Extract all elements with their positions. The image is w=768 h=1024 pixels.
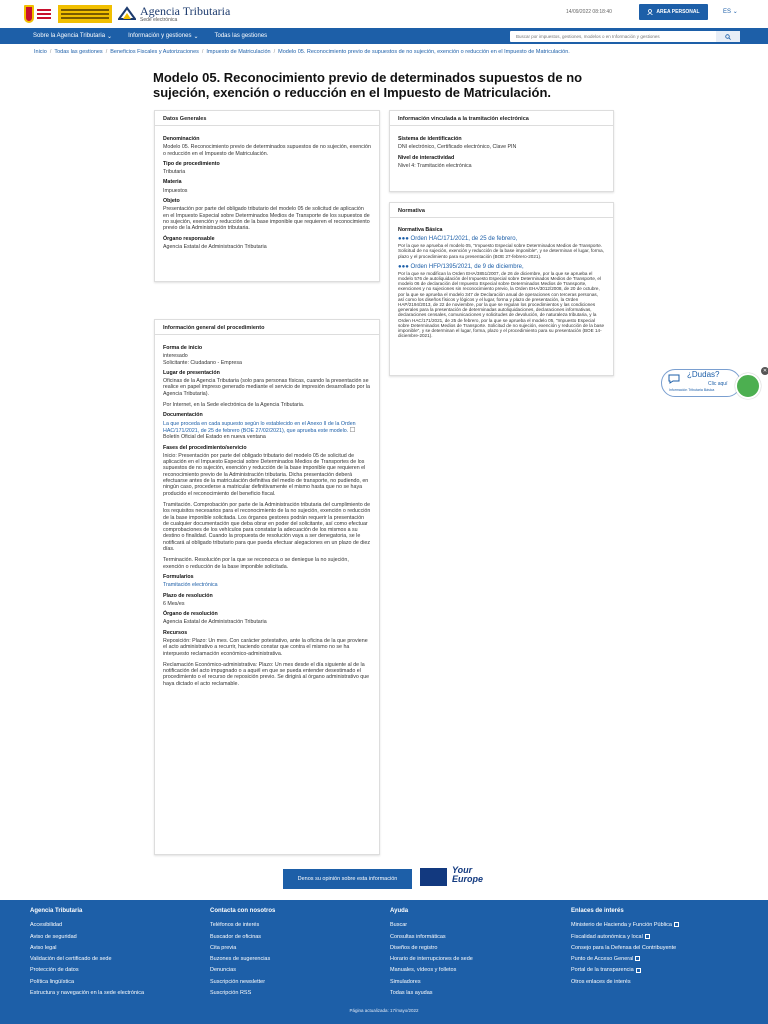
footer-link-label: Ministerio de Hacienda y Función Pública (571, 922, 672, 929)
field-label: Plazo de resolución (163, 592, 213, 599)
footer-link[interactable]: Suscripción newsletter (210, 978, 266, 985)
footer-col-enlaces (571, 906, 679, 988)
footer-link[interactable]: Manuales, vídeos y folletos (390, 967, 457, 974)
normativa-text: Por la que se modifican la Orden EHA/3851/2007, de 26 de diciembre, por la que se aprueba el modelo 576 de autoliquidación del Impuesto Especial sobre Determinados Medios de Transporte, el modelo 06 de declaración del Impuesto Especial sobre Determinados Medios de Transporte, exenciones y no sujeciones sin reconocimiento previo, la Orden EHA/3012/2008, de 20 de octubre, por la que se aprueba el modelo 347 de Declaración anual de operaciones con terceras personas, así como los diseños físicos y lógicos y el lugar, forma y plazo de presentación, la Orden HAP/2194/2013, de 22 de noviembre, por la que se regulan los procedimientos y las condiciones generales para la presentación de determinadas autoliquidaciones, declaraciones informativas, declaraciones censales, comunicaciones y solicitudes de devolución, de naturaleza tributaria, y la Orden HAC/171/2021, de 25 de febrero, por la que se aprueba el modelo 05, "Impuesto Especial sobre Determinados Medios de Transporte. Solicitud de no sujeción, exención y reducción de la base imponible", y se determinan el lugar, forma, plazo y el procedimiento para su presentación (BOE 14-diciembre-2021). (398, 270, 605, 339)
card-header: Datos Generales (155, 111, 379, 126)
footer-link[interactable] (571, 932, 679, 943)
field-value: Solicitante: Ciudadano - Empresa (163, 359, 242, 366)
footer-heading: Ayuda (390, 908, 409, 914)
footer-link[interactable]: Buscador de oficinas (210, 933, 262, 940)
footer-link[interactable]: Protección de datos (30, 967, 79, 974)
field-label: Formularios (163, 573, 194, 580)
field-value: interesado (163, 353, 188, 360)
external-link-icon (645, 934, 650, 939)
footer-heading: Enlaces de interés (571, 908, 624, 914)
gobierno-logo[interactable] (24, 0, 112, 28)
field-value: Modelo 05. Reconocimiento previo de determinados supuestos de no sujeción, exención o reducción en el Impuesto de Matriculación. (163, 144, 371, 157)
nav-item-informacion[interactable] (128, 33, 198, 40)
footer-link[interactable] (571, 965, 679, 976)
external-link-icon (674, 922, 679, 927)
field-label: Órgano de resolución (163, 611, 218, 618)
datos-generales-card (154, 110, 380, 282)
field-label: Materia (163, 179, 182, 186)
external-link-icon (635, 956, 640, 961)
card-header: Normativa (390, 203, 613, 218)
documentacion-link[interactable]: La que proceda en cada supuesto según lo establecido en el Anexo II de la Orden HAC/171/2021, de 25 de febrero (BOE 27/02/2021), que aprueba este modelo. (163, 420, 356, 434)
field-label: Forma de inicio (163, 345, 203, 351)
your-europe-word: Your (452, 865, 473, 875)
footer-col-contacta (210, 906, 275, 999)
field-value: Agencia Estatal de Administración Tributaria (163, 243, 267, 250)
tramitacion-electronica-link[interactable]: Tramitación electrónica (163, 582, 218, 589)
close-icon[interactable]: ✕ (762, 368, 768, 374)
field-value: Tramitación. Comprobación por parte de la Administración tributaria del cumplimiento de los requisitos necesarios para el reconocimiento de la no sujeción, exención o reducción de la base imponible solicitada. Los órganos gestores podrán requerir la presentación de cualquier documentación que deba obrar en poder del solicitante, así como efectuar comprobaciones de los vehículos para constatar la adecuación de los mismos a su destino o finalidad. Cuando la propuesta de resolución vaya a ser denegatoria, se le notificará al obligado tributario para que pueda efectuar alegaciones en un plazo de diez días. (163, 501, 371, 553)
external-link-icon (636, 968, 641, 973)
footer-heading: Agencia Tributaria (30, 908, 83, 914)
footer-link[interactable]: Suscripción RSS (210, 990, 252, 997)
broken-image-icon (350, 427, 355, 432)
page-updated: Página actualizada: 17/mayo/2022 (349, 1008, 419, 1013)
area-personal-label: AREA PERSONAL (656, 9, 700, 15)
user-icon (647, 9, 653, 15)
footer-link[interactable]: Buscar (390, 922, 408, 929)
footer-link[interactable]: Estructura y navegación en la sede electrónica (30, 990, 145, 997)
footer (0, 900, 768, 1024)
footer-link[interactable]: Denuncias (210, 967, 236, 974)
dudas-widget[interactable] (661, 367, 768, 398)
dudas-title: ¿Dudas? (687, 370, 720, 379)
agency-sub: Sede electrónica (140, 16, 178, 23)
informacion-general-card (154, 319, 380, 855)
nav-label: Información y gestiones (128, 33, 192, 39)
breadcrumb-item[interactable]: Beneficios Fiscales y Autorizaciones (110, 49, 199, 55)
field-label: Normativa Básica (398, 227, 443, 233)
main-nav (0, 28, 768, 44)
search-box (510, 31, 740, 42)
document-icon: ●●● (398, 236, 409, 243)
boe-link-label: Boletín Oficial del Estado en nueva ventana (163, 434, 266, 441)
agency-name: Agencia Tributaria (140, 3, 231, 18)
card-header: Información vinculada a la tramitación electrónica (390, 111, 613, 126)
field-label: Lugar de presentación (163, 369, 220, 376)
chat-bubble-icon (667, 373, 685, 385)
page-title: Modelo 05. Reconocimiento previo de determinados supuestos de no sujeción, exención o reducción en el Impuesto de Matriculación. (153, 70, 583, 100)
field-label: Tipo de procedimiento (163, 160, 220, 167)
language-selector[interactable] (723, 8, 738, 15)
breadcrumb-item[interactable]: Impuesto de Matriculación (206, 49, 271, 55)
footer-link-label: Fiscalidad autonómica y local (571, 933, 643, 940)
breadcrumb-item[interactable]: Modelo 05. Reconocimiento previo de supuestos de no sujeción, exención o reducción en el Impuesto de Matriculación. (278, 49, 570, 55)
dudas-info: Información Tributaria Básica (669, 388, 715, 392)
chevron-down-icon: ⌄ (732, 9, 738, 15)
language-label: ES (723, 9, 732, 15)
phone-icon (735, 373, 761, 399)
footer-link[interactable]: Cita previa (210, 944, 237, 951)
card-header: Información general del procedimiento (155, 320, 379, 335)
dudas-click: Clic aquí (708, 381, 728, 387)
footer-link[interactable]: Política lingüística (30, 978, 75, 985)
footer-link-label: Consejo para la Defensa del Contribuyente (571, 944, 677, 951)
field-label: Documentación (163, 412, 203, 419)
datetime: 14/09/2022 08:18:40 (566, 9, 612, 15)
nav-label: Todas las gestiones (214, 33, 268, 39)
field-value: Tributaria (163, 169, 186, 176)
eu-flag-icon (420, 868, 447, 886)
chevron-down-icon: ⌄ (107, 33, 113, 40)
footer-link[interactable]: Aviso de seguridad (30, 933, 77, 940)
footer-heading: Contacta con nosotros (210, 908, 276, 914)
document-icon: ●●● (398, 263, 409, 270)
footer-link-label: Otros enlaces de interés (571, 978, 631, 985)
search-icon (725, 34, 731, 40)
field-value: Reclamación Económico-administrativa: Plazo: Un mes desde el día siguiente al de la notificación del acto impugnado o a aquél en que se pueda entender desestimado el procedimiento o el recurso de reposición previo. Se dirigirá al órgano administrativo que haya dictado el acto reclamable. (163, 661, 370, 687)
footer-link[interactable] (571, 954, 679, 965)
footer-link[interactable]: Accesibilidad (30, 922, 63, 929)
footer-link[interactable] (571, 977, 679, 988)
nav-item-todas[interactable] (214, 33, 267, 39)
chevron-down-icon: ⌄ (193, 33, 199, 40)
field-value: Inicio: Presentación por parte del obligado tributario del modelo 05 de solicitud de aplicación en el Impuesto Especial sobre Determinados Medios de Transportes de los supuestos de no sujeción, exención y reducción de la base imponible que requieren el reconocimiento previo de la Administración tributaria. Dicha presentación deberá efectuarse antes de la matriculación definitiva del medio de transporte, no pudiendo, en ningún caso, procederse a matricular definitivamente el mismo hasta que no se haya producido el reconocimiento del beneficio fiscal. (163, 452, 369, 497)
normativa-link-2[interactable]: Orden HFP/1395/2021, de 9 de diciembre, (410, 263, 524, 270)
field-label: Órgano responsable (163, 235, 215, 242)
field-value: Impuestos (163, 187, 188, 194)
footer-link[interactable]: Aviso legal (30, 944, 57, 951)
field-value: 6 Mes/es (163, 600, 185, 607)
field-value: Terminación. Resolución por la que se reconozca o se deniegue la no sujeción, exención o reducción de la base imponible solicitada. (163, 557, 349, 570)
field-label: Fases del procedimiento/servicio (163, 444, 247, 451)
field-label: Sistema de identificación (398, 136, 462, 142)
field-value: Oficinas de la Agencia Tributaria (solo para personas físicas, cuando la presentación se realice en papel impreso generado mediante el servicio de impresión desarrollado por la Agencia Tributaria). (163, 378, 370, 397)
footer-link[interactable]: Diseños de registro (390, 944, 438, 951)
coat-of-arms-icon (24, 5, 34, 23)
footer-link-label: Punto de Acceso General (571, 956, 634, 963)
your-europe-logo[interactable] (420, 866, 488, 890)
field-label: Nivel de interactividad (398, 154, 455, 161)
footer-link[interactable]: Buzones de sugerencias (210, 956, 271, 963)
field-label: Objeto (163, 198, 180, 205)
field-label: Denominación (163, 136, 200, 142)
search-button[interactable] (716, 31, 740, 42)
field-value: DNI electrónico, Certificado electrónico, Clave PIN (398, 144, 517, 151)
search-input[interactable] (510, 31, 716, 42)
breadcrumb: Inicio / Todas las gestiones / Beneficios Fiscales y Autorizaciones / Impuesto de Matriculación / Modelo 05. Reconocimiento previo de supuestos de no sujeción, exención o reducción en el Impuesto de Matriculación. (34, 49, 570, 55)
footer-link[interactable]: Teléfonos de interés (210, 922, 260, 929)
footer-link[interactable]: Horario de interrupciones de sede (390, 956, 473, 963)
field-value: Por Internet, en la Sede electrónica de la Agencia Tributaria. (163, 402, 305, 409)
opinion-button[interactable]: Denos su opinión sobre esta información (283, 869, 412, 889)
field-value: Reposición: Plazo: Un mes. Con carácter potestativo, ante la oficina de la que proviene el acto administrativo a recurrir, haciendo constar que contra el mismo no se ha interpuesto reclamación económico-administrativa. (163, 637, 368, 657)
footer-col-agencia (30, 906, 144, 999)
field-value: Agencia Estatal de Administración Tributaria (163, 619, 267, 626)
footer-link[interactable] (571, 920, 679, 931)
normativa-text: Por la que se aprueba el modelo 05, "Impuesto Especial sobre Determinados Medios de Transporte. Solicitud de no sujeción, exención y reducción de la base imponible", y se determinan el lugar, forma, plazo y el procedimiento para su presentación (BOE 27-febrero-2021). (398, 243, 604, 259)
breadcrumb-item[interactable]: Inicio (34, 49, 47, 55)
area-personal-button[interactable] (639, 4, 708, 20)
footer-link[interactable] (571, 943, 679, 954)
normativa-card (389, 202, 614, 376)
field-label: Recursos (163, 629, 188, 636)
footer-link[interactable]: Simuladores (390, 978, 421, 985)
nav-label: Sobre la Agencia Tributaria (33, 33, 106, 39)
informacion-vinculada-card (389, 110, 614, 192)
footer-col-ayuda (390, 906, 473, 999)
footer-link[interactable]: Consultas informáticas (390, 933, 446, 940)
agencia-logo-icon (118, 5, 136, 23)
agencia-tributaria-logo[interactable] (118, 5, 230, 23)
breadcrumb-item[interactable]: Todas las gestiones (54, 49, 103, 55)
field-value: Nivel 4: Tramitación electrónica (398, 162, 472, 169)
your-europe-word: Europe (452, 874, 484, 884)
top-header (0, 0, 768, 28)
footer-link[interactable]: Validación del certificado de sede (30, 956, 112, 963)
footer-link-label: Portal de la transparencia (571, 967, 634, 974)
field-value: Presentación por parte del obligado tributario del modelo 05 de solicitud de aplicación en el Impuesto Especial sobre Determinados Medios de Transporte de los supuestos de no sujeción, exención y reducción de la base imponible que requieren el reconocimiento previo de la Administración tributaria. (163, 206, 370, 232)
footer-link[interactable]: Todas las ayudas (390, 990, 433, 997)
nav-item-sobre[interactable] (33, 33, 112, 40)
normativa-link-1[interactable]: Orden HAC/171/2021, de 25 de febrero, (410, 236, 518, 243)
